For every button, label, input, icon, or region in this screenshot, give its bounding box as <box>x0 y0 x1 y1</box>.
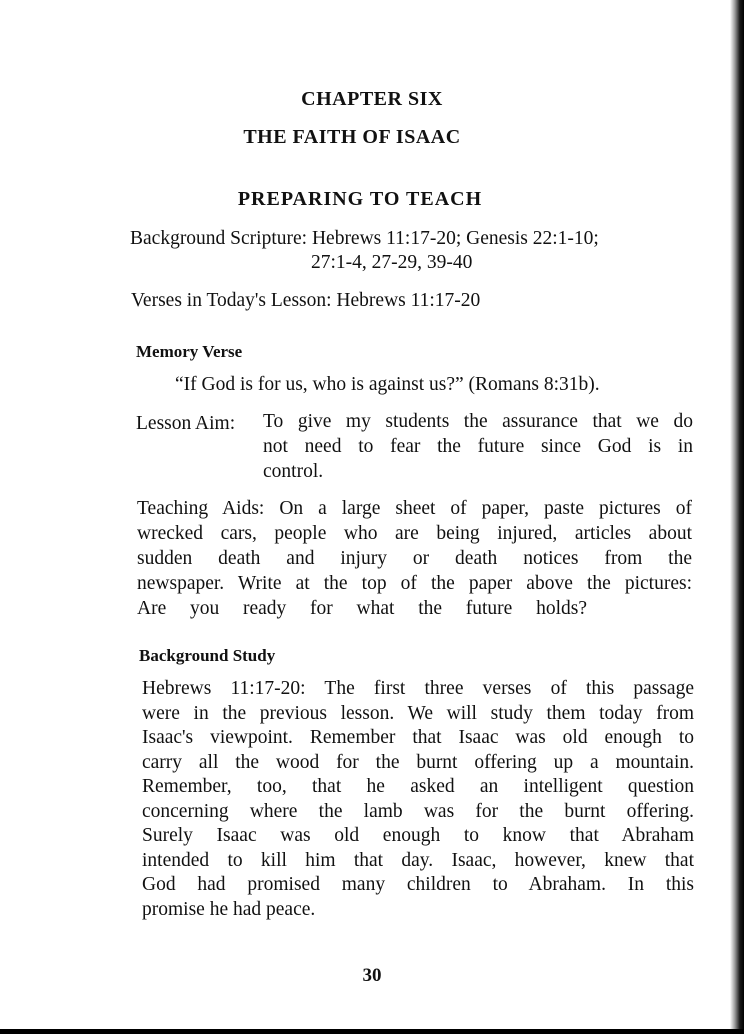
background-study-line: carry all the wood for the burnt offering up a mountain. <box>142 751 694 773</box>
background-scripture-line-1: Background Scripture: Hebrews 11:17-20; Genesis 22:1-10; <box>130 228 599 249</box>
background-study-heading: Background Study <box>139 646 276 665</box>
chapter-title: THE FAITH OF ISAAC <box>243 126 461 148</box>
page-number: 30 <box>362 965 382 986</box>
lesson-aim-label: Lesson Aim: <box>136 413 236 434</box>
section-title: PREPARING TO TEACH <box>237 188 483 210</box>
chapter-heading: CHAPTER SIX <box>301 88 443 110</box>
memory-verse-heading: Memory Verse <box>136 342 243 361</box>
memory-verse-text: “If God is for us, who is against us?” (Romans 8:31b). <box>175 374 600 395</box>
teaching-aids-line: sudden death and injury or death notices from the <box>137 548 692 569</box>
background-study-line: Surely Isaac was old enough to know that Abraham <box>142 825 694 846</box>
lesson-aim-line: not need to fear the future since God is in <box>263 436 693 457</box>
background-study-line: God had promised many children to Abraham. In this <box>142 874 694 895</box>
verses-in-lesson: Verses in Today's Lesson: Hebrews 11:17-20 <box>131 290 481 311</box>
background-scripture-line-2: 27:1-4, 27-29, 39-40 <box>311 252 473 273</box>
background-study-line: concerning where the lamb was for the burnt offering. <box>142 800 694 822</box>
teaching-aids-line: Teaching Aids: On a large sheet of paper, paste pictures of <box>137 498 692 519</box>
page-bottom-edge <box>0 1029 744 1034</box>
background-study-paragraph <box>142 677 694 922</box>
teaching-aids-line: wrecked cars, people who are being injured, articles about <box>137 523 692 544</box>
lesson-aim-line: To give my students the assurance that we do <box>263 411 693 432</box>
book-spine-shadow <box>730 0 744 1034</box>
background-study-line: Hebrews 11:17-20: The first three verses of this passage <box>142 678 694 699</box>
lesson-aim-body <box>263 409 693 484</box>
lesson-aim-line: control. <box>263 461 324 482</box>
background-study-line: Remember, too, that he asked an intelligent question <box>142 776 694 797</box>
background-study-line: intended to kill him that day. Isaac, however, knew that <box>142 849 694 871</box>
teaching-aids-line: newspaper. Write at the top of the paper above the pictures: <box>137 573 692 594</box>
teaching-aids-paragraph <box>137 496 692 621</box>
background-study-line: promise he had peace. <box>142 898 316 920</box>
background-study-line: were in the previous lesson. We will study them today from <box>142 702 694 724</box>
background-study-line: Isaac's viewpoint. Remember that Isaac was old enough to <box>142 727 694 748</box>
teaching-aids-line: Are you ready for what the future holds? <box>137 598 587 619</box>
